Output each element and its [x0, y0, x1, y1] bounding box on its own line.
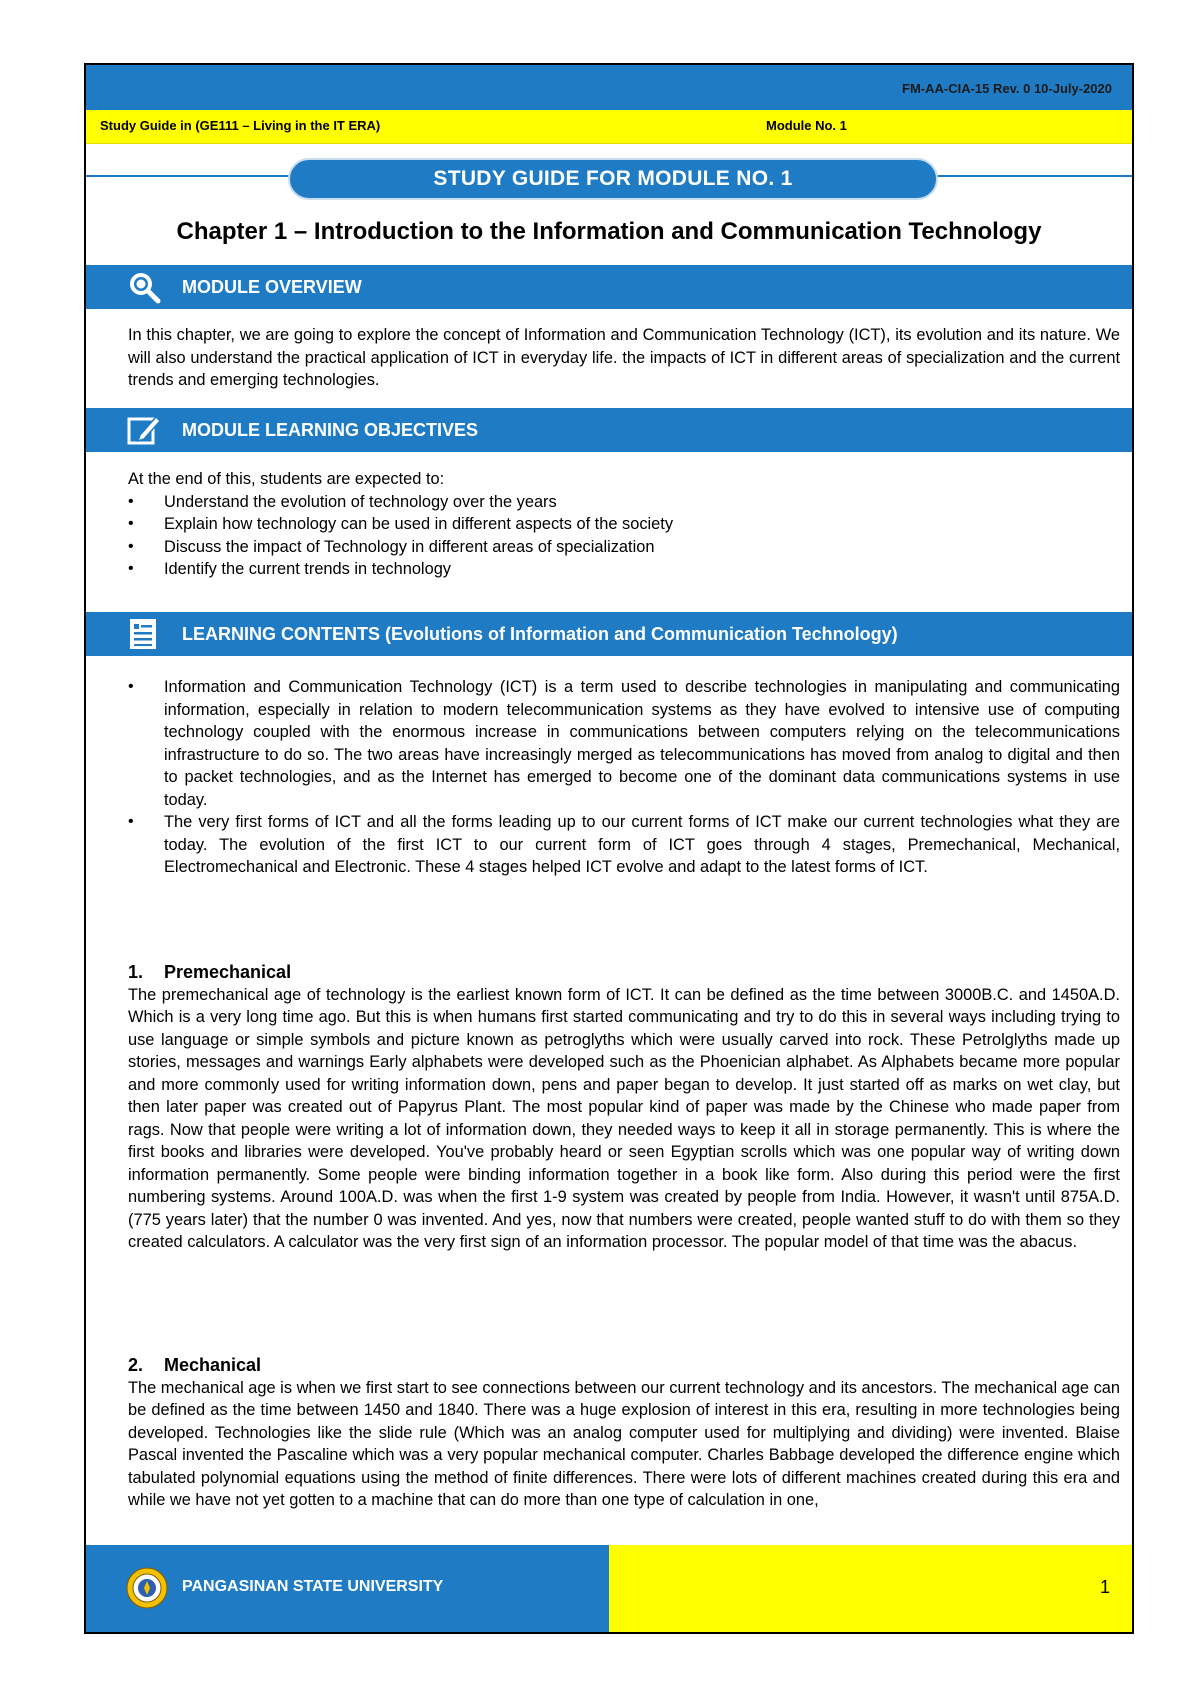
section-number: 1.	[128, 962, 144, 982]
university-name: PANGASINAN STATE UNIVERSITY	[182, 1578, 444, 1595]
footer-page-bar	[609, 1545, 1132, 1632]
study-guide-course: Study Guide in (GE111 – Living in the IT ERA)	[100, 118, 381, 133]
module-number: Module No. 1	[766, 118, 847, 133]
section-text: The mechanical age is when we first start to see connections between our current technology and its ancestors. The mechanical age can be defined as the time between 1450 and 1840. There was a huge explosion of interest in this era, resulting in more technologies being developed. Technologies like the slide rule (Which was an analog computer used for multiplying and dividing) were invented. Blaise Pascal invented the Pascaline which was a very popular mechanical computer. Charles Babbage developed the difference engine which tabulated polynomial equations using the method of finite differences. There were lots of different machines created during this era and while we have not yet gotten to a machine that can do more than one type of calculation in one,	[128, 1378, 1120, 1509]
form-code: FM-AA-CIA-15 Rev. 0 10-July-2020	[902, 81, 1112, 96]
section-heading	[128, 961, 1120, 984]
section-title: Mechanical	[164, 1355, 262, 1375]
section-number: 2.	[128, 1355, 144, 1375]
objective-item: • Identify the current trends in technology	[128, 558, 1120, 581]
page-number: 1	[1099, 1577, 1110, 1597]
pencil-square-icon	[126, 413, 162, 447]
learning-objectives-title: MODULE LEARNING OBJECTIVES	[182, 420, 479, 440]
objectives-list	[128, 491, 1120, 581]
learning-contents-body	[128, 676, 1120, 879]
section-mechanical	[128, 1354, 1120, 1512]
objective-item: • Understand the evolution of technology over the years	[128, 491, 1120, 514]
section-heading	[128, 1354, 1120, 1377]
section-premechanical	[128, 961, 1120, 1254]
contents-bullets	[128, 676, 1120, 879]
contents-bullet: • Information and Communication Technology (ICT) is a term used to describe technologies in manipulating and communicating information, especially in relation to modern telecommunication systems as they have evolved to intensive use of computing technology coupled with the enormous increase in communications between computers relying on the telecommunications infrastructure to do so. The two areas have increasingly merged as telecommunications has moved from analog to digital and then to packet technologies, and as the Internet has emerged to become one of the dominant data communications systems in use today.	[128, 676, 1120, 811]
study-guide-banner: STUDY GUIDE FOR MODULE NO. 1	[288, 158, 938, 200]
banner-rule-right	[935, 175, 1132, 177]
module-overview-text: In this chapter, we are going to explore the concept of Information and Communication Technology (ICT), its evolution and its nature. We will also understand the practical application of ICT in everyday life. the impacts of ICT in different areas of specialization and the current trends and emerging technologies.	[128, 326, 1120, 389]
learning-objectives-bar	[86, 408, 1132, 452]
learning-contents-title: LEARNING CONTENTS (Evolutions of Information and Communication Technology)	[182, 624, 898, 644]
contents-bullet: • The very first forms of ICT and all the forms leading up to our current forms of ICT make our current technologies what they are today. The evolution of the first ICT to our current form of ICT goes through 4 stages, Premechanical, Mechanical, Electromechanical and Electronic. These 4 stages helped ICT evolve and adapt to the latest forms of ICT.	[128, 811, 1120, 879]
footer-university-bar	[86, 1545, 609, 1632]
objective-item: • Discuss the impact of Technology in different areas of specialization	[128, 536, 1120, 559]
magnifier-icon	[126, 270, 162, 304]
module-overview-bar	[86, 265, 1132, 309]
header-bar	[86, 65, 1132, 110]
document-icon	[126, 617, 162, 651]
study-guide-bar	[86, 110, 1132, 144]
section-text: The premechanical age of technology is the earliest known form of ICT. It can be defined as the time between 3000B.C. and 1450A.D. Which is a very long time ago. But this is when humans first started communicating and try to do this in several ways including trying to use language or simple symbols and picture known as petroglyths which were usually carved into rock. These Petrolglyths made up stories, messages and warnings Early alphabets were developed such as the Phoenician alphabet. As Alphabets became more popular and more commonly used for writing information down, pens and paper began to develop. It just started off as marks on wet clay, but then later paper was created out of Papyrus Plant. The most popular kind of paper was made by the Chinese who made paper from rags. Now that people were writing a lot of information down, they needed ways to keep it all in storage permanently. This is where the first books and libraries were developed. You've probably heard or seen Egyptian scrolls which was one popular way of writing down information permanently. Some people were binding information together in a book like form. Also during this period were the first numbering systems. Around 100A.D. was when the first 1-9 system was created by people from India. However, it wasn't until 875A.D. (775 years later) that the number 0 was invented. And yes, now that numbers were created, people wanted stuff to do with them so they created calculators. A calculator was the very first sign of an information processor. The popular model of that time was the abacus.	[128, 985, 1120, 1251]
section-title: Premechanical	[164, 962, 292, 982]
banner-rule-left	[86, 175, 292, 177]
objectives-intro: At the end of this, students are expected to:	[128, 470, 445, 488]
objective-item: • Explain how technology can be used in different aspects of the society	[128, 513, 1120, 536]
module-overview-title: MODULE OVERVIEW	[182, 277, 362, 297]
university-seal-icon	[126, 1567, 168, 1609]
learning-contents-bar	[86, 612, 1132, 656]
chapter-title: Chapter 1 – Introduction to the Information and Communication Technology	[176, 218, 1042, 245]
learning-objectives-body	[128, 468, 1120, 581]
